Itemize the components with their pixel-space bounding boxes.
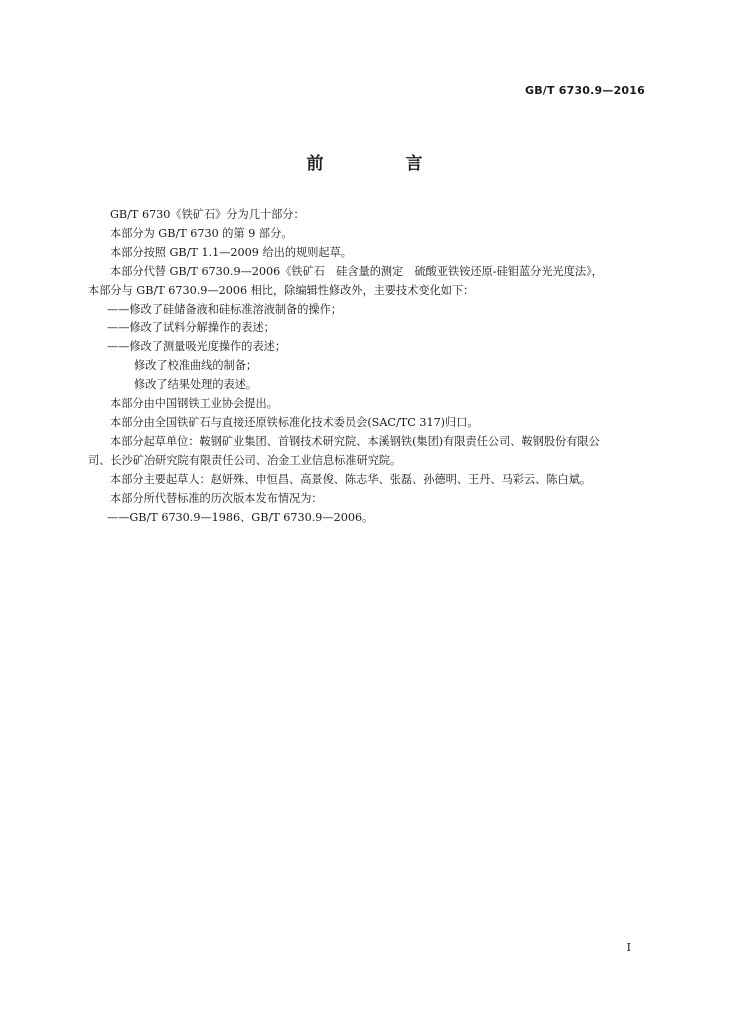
change-item: 修改了结果处理的表述。 bbox=[134, 378, 258, 392]
paragraph-part-number: 本部分为 GB/T 6730 的第 9 部分。 bbox=[110, 226, 293, 240]
paragraph-committee: 本部分由全国铁矿石与直接还原铁标准化技术委员会(SAC/TC 317)归口。 bbox=[110, 415, 479, 429]
paragraph-changes-intro: 本部分与 GB/T 6730.9—2006 相比，除编辑性修改外，主要技术变化如下： bbox=[88, 283, 475, 297]
change-item: ——修改了测量吸光度操作的表述； bbox=[107, 340, 287, 354]
paragraph-drafting-units-cont: 司、长沙矿冶研究院有限责任公司、冶金工业信息标准研究院。 bbox=[88, 453, 402, 467]
paragraph-drafting-rules: 本部分按照 GB/T 1.1—2009 给出的规则起草。 bbox=[110, 245, 352, 259]
paragraph-parts: GB/T 6730《铁矿石》分为几十部分： bbox=[110, 208, 305, 221]
paragraph-replaces: 本部分代替 GB/T 6730.9—2006《铁矿石 硅含量的测定 硫酸亚铁铵还原-硅钼蓝分光光度法》， bbox=[110, 264, 603, 278]
page-title: 前 言 bbox=[306, 154, 461, 174]
paragraph-drafting-units: 本部分起草单位：鞍钢矿业集团、首钢技术研究院、本溪钢铁(集团)有限责任公司、鞍钢股份有限公 bbox=[110, 434, 600, 448]
page-number: I bbox=[626, 941, 631, 954]
change-item: 修改了校准曲线的制备； bbox=[134, 359, 258, 373]
foreword-body bbox=[88, 206, 648, 527]
change-item: ——修改了试料分解操作的表述； bbox=[107, 321, 275, 335]
standard-code: GB/T 6730.9—2016 bbox=[524, 84, 645, 97]
paragraph-drafters: 本部分主要起草人：赵妍殊、申恒昌、高景俊、陈志华、张磊、孙德明、王丹、马彩云、陈白斌。 bbox=[110, 472, 592, 486]
change-item: ——修改了硅储备液和硅标准溶液制备的操作； bbox=[107, 302, 342, 316]
paragraph-history-intro: 本部分所代替标准的历次版本发布情况为： bbox=[110, 491, 323, 505]
history-item: ——GB/T 6730.9—1986、GB/T 6730.9—2006。 bbox=[107, 510, 374, 524]
paragraph-proposer: 本部分由中国钢铁工业协会提出。 bbox=[110, 397, 278, 411]
